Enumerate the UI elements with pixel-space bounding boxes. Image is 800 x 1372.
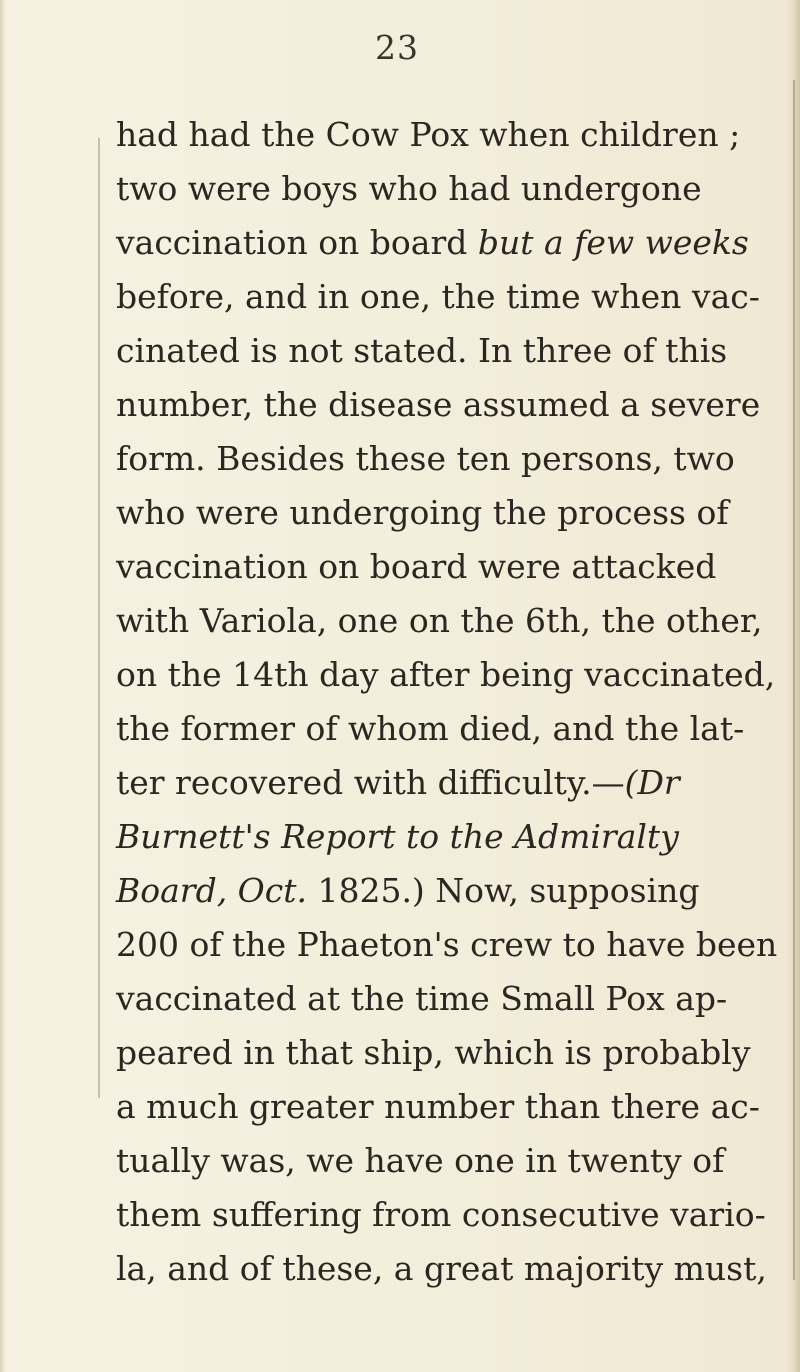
margin-shadow-line xyxy=(98,138,100,1098)
text-segment: form. Besides these ten persons, two xyxy=(116,439,735,478)
text-segment: la, and of these, a great majority must, xyxy=(116,1249,767,1288)
text-segment: tually was, we have one in twenty of xyxy=(116,1141,725,1180)
text-line xyxy=(116,1026,776,1080)
text-segment: vaccinated at the time Small Pox ap- xyxy=(116,979,728,1018)
italic-text: (Dr xyxy=(624,763,680,802)
text-segment: vaccination on board were attacked xyxy=(116,547,717,586)
text-line xyxy=(116,378,776,432)
text-line xyxy=(116,270,776,324)
text-line xyxy=(116,972,776,1026)
text-line xyxy=(116,216,776,270)
text-segment: before, and in one, the time when vac- xyxy=(116,277,760,316)
page-gutter-shadow xyxy=(0,0,6,1372)
text-line xyxy=(116,810,776,864)
text-segment: 200 of the Phaeton's crew to have been xyxy=(116,925,778,964)
body-text xyxy=(116,108,776,1296)
text-segment: number, the disease assumed a severe xyxy=(116,385,761,424)
text-segment: 1825.) Now, supposing xyxy=(306,871,700,910)
italic-text: Board, Oct. xyxy=(116,871,307,910)
text-segment: them suffering from consecutive vario- xyxy=(116,1195,766,1234)
text-segment: ter recovered with difficulty.— xyxy=(116,763,625,802)
text-segment: vaccination on board xyxy=(116,223,478,262)
text-line xyxy=(116,1242,776,1296)
text-line xyxy=(116,540,776,594)
page-edge-line xyxy=(793,80,795,1280)
page-number: 23 xyxy=(375,28,419,67)
text-line xyxy=(116,432,776,486)
text-segment: who were undergoing the process of xyxy=(116,493,729,532)
italic-text: Burnett's Report to the Admiralty xyxy=(116,817,679,856)
text-line xyxy=(116,324,776,378)
text-line xyxy=(116,864,776,918)
text-segment: the former of whom died, and the lat- xyxy=(116,709,745,748)
text-segment: cinated is not stated. In three of this xyxy=(116,331,728,370)
text-line xyxy=(116,594,776,648)
text-line xyxy=(116,162,776,216)
text-line xyxy=(116,486,776,540)
text-segment: a much greater number than there ac- xyxy=(116,1087,760,1126)
italic-text: but a few weeks xyxy=(477,223,749,262)
text-line xyxy=(116,756,776,810)
text-segment: two were boys who had undergone xyxy=(116,169,702,208)
text-line xyxy=(116,648,776,702)
text-segment: peared in that ship, which is probably xyxy=(116,1033,751,1072)
text-segment: had had the Cow Pox when children ; xyxy=(116,115,741,154)
text-segment: with Variola, one on the 6th, the other, xyxy=(116,601,763,640)
text-line xyxy=(116,1080,776,1134)
text-line xyxy=(116,108,776,162)
text-line xyxy=(116,1134,776,1188)
text-line xyxy=(116,1188,776,1242)
text-segment: on the 14th day after being vaccinated, xyxy=(116,655,776,694)
text-line xyxy=(116,918,776,972)
text-line xyxy=(116,702,776,756)
